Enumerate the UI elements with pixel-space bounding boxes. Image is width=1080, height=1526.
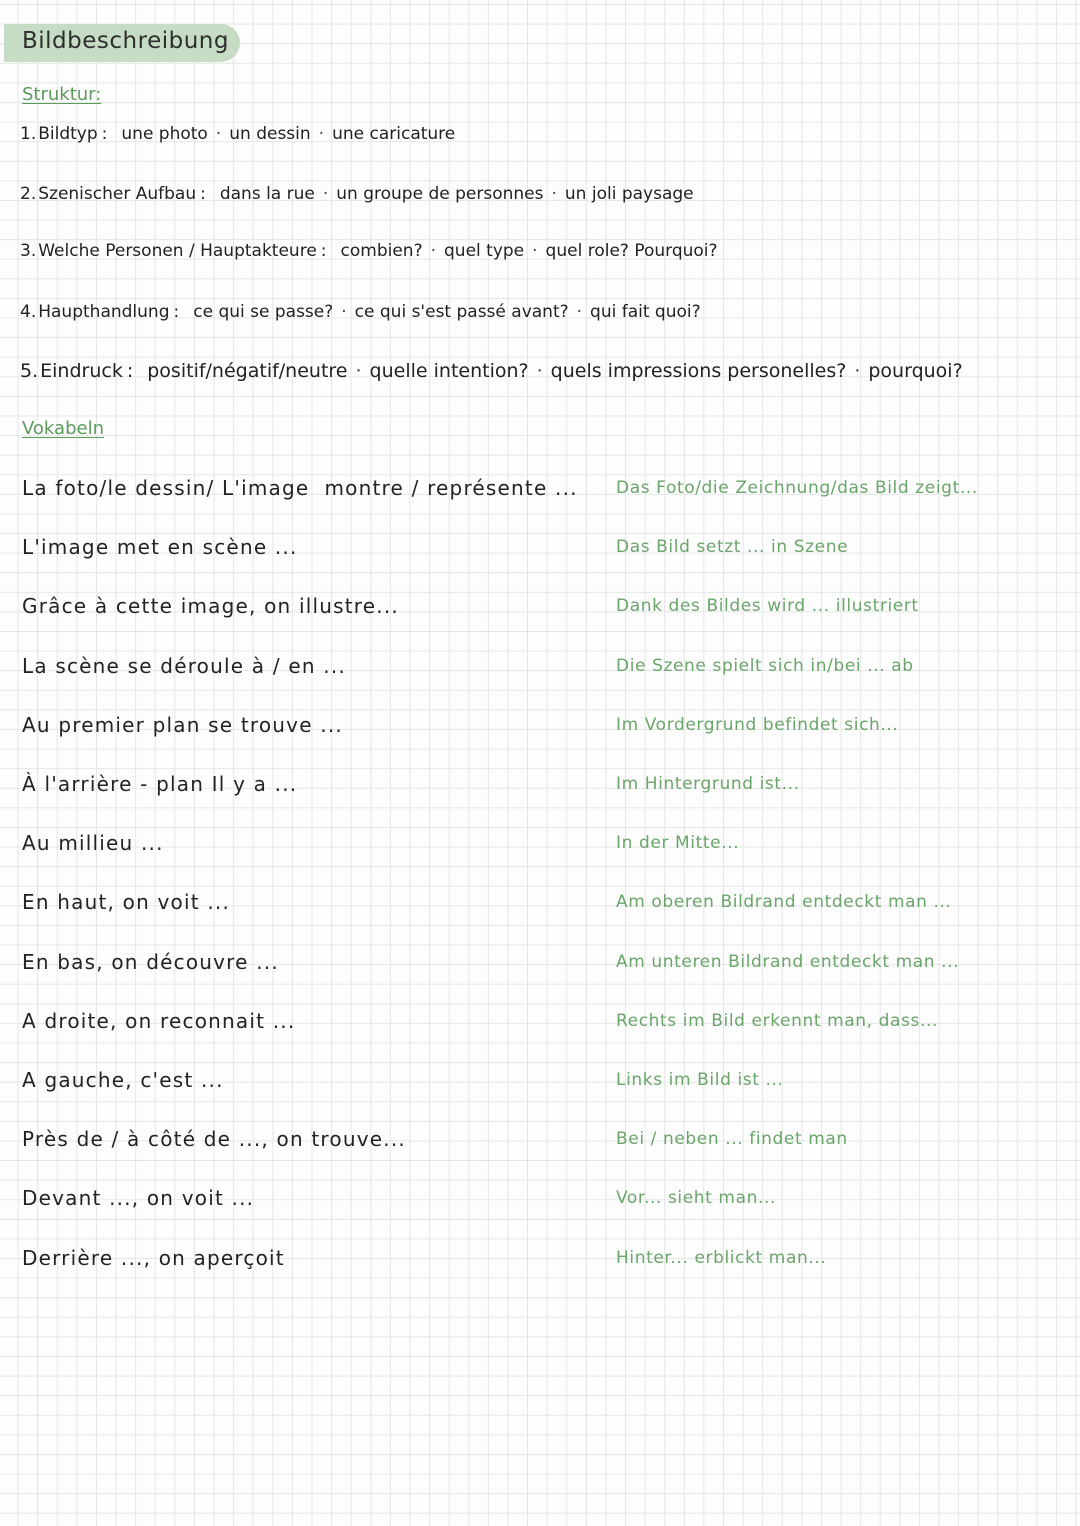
structure-item-label: Eindruck <box>40 360 123 382</box>
vocab-french: Grâce à cette image, on illustre... <box>22 594 399 619</box>
structure-option: pourquoi? <box>868 360 963 382</box>
bullet-separator: · <box>430 241 436 261</box>
vocab-french: Près de / à côté de ..., on trouve... <box>22 1127 406 1152</box>
structure-item-label: Haupthandlung <box>38 302 170 322</box>
vocab-french: L'image met en scène ... <box>22 535 298 560</box>
structure-item <box>20 124 459 144</box>
bullet-separator: · <box>341 302 347 322</box>
bullet-separator: · <box>318 124 325 144</box>
structure-item-number: 2. <box>20 184 37 204</box>
structure-option: quel role? Pourquoi? <box>545 241 718 261</box>
bullet-separator: · <box>551 184 557 204</box>
structure-item-number: 4. <box>20 302 37 322</box>
structure-option: qui fait quoi? <box>590 302 701 322</box>
bullet-separator: · <box>854 360 861 382</box>
structure-option: quel type <box>444 241 525 261</box>
structure-option: une caricature <box>332 124 456 144</box>
vocab-french: Derrière ..., on aperçoit <box>22 1245 285 1270</box>
vocab-german: Das Foto/die Zeichnung/das Bild zeigt... <box>616 478 978 498</box>
vocab-french: La scène se déroule à / en ... <box>22 653 346 678</box>
vocab-row <box>0 535 1080 569</box>
structure-item <box>20 241 722 261</box>
structure-item-number: 5. <box>20 360 39 382</box>
vocab-french: La foto/le dessin/ L'image montre / représente ... <box>22 476 578 500</box>
vocab-row <box>0 1068 1080 1102</box>
structure-item <box>20 184 698 204</box>
vocab-french: En bas, on découvre ... <box>22 949 279 974</box>
vocab-french: En haut, on voit ... <box>22 890 231 915</box>
vocab-row <box>0 654 1080 688</box>
vocab-french: A gauche, c'est ... <box>22 1068 224 1092</box>
vocab-french: A droite, on reconnait ... <box>22 1008 296 1033</box>
vocab-german: Links im Bild ist ... <box>616 1070 784 1090</box>
vocab-row <box>0 1186 1080 1220</box>
vocab-german: Dank des Bildes wird ... illustriert <box>616 596 919 617</box>
bullet-separator: · <box>532 241 538 261</box>
structure-option: ce qui se passe? <box>193 302 334 322</box>
vocab-german: Am unteren Bildrand entdeckt man ... <box>616 951 960 972</box>
structure-item <box>20 302 705 322</box>
vocab-german: Rechts im Bild erkennt man, dass... <box>616 1010 939 1031</box>
structure-option: une photo <box>121 124 208 144</box>
vocab-row <box>0 890 1080 924</box>
vocab-french: À l'arrière - plan Il y a ... <box>22 772 298 796</box>
vocab-french: Au premier plan se trouve ... <box>22 712 343 737</box>
structure-option: quelle intention? <box>369 360 529 382</box>
structure-item-colon: : <box>126 360 134 382</box>
vocab-german: Bei / neben ... findet man <box>616 1129 848 1150</box>
vocab-german: Am oberen Bildrand entdeckt man ... <box>616 892 952 913</box>
page-title: Bildbeschreibung <box>22 28 229 54</box>
structure-item-colon: : <box>173 302 180 322</box>
bullet-separator: · <box>536 360 543 382</box>
vocab-row <box>0 1009 1080 1043</box>
structure-item-number: 1. <box>20 124 37 144</box>
vocab-german: Die Szene spielt sich in/bei ... ab <box>616 655 914 676</box>
vocab-german: Das Bild setzt ... in Szene <box>616 537 849 558</box>
structure-item-colon: : <box>320 241 327 261</box>
structure-item-number: 3. <box>20 241 37 261</box>
vocab-french: Au millieu ... <box>22 831 164 856</box>
structure-item-colon: : <box>200 184 206 204</box>
vocab-german: Vor... sieht man... <box>616 1188 777 1209</box>
structure-heading: Struktur: <box>22 84 102 105</box>
vocab-heading: Vokabeln <box>22 418 104 439</box>
vocab-german: Hinter... erblickt man... <box>616 1247 827 1268</box>
bullet-separator: · <box>355 360 362 382</box>
vocab-row <box>0 772 1080 806</box>
bullet-separator: · <box>322 184 329 204</box>
structure-option: quels impressions personelles? <box>550 360 847 382</box>
structure-option: un groupe de personnes <box>336 184 544 204</box>
structure-option: un dessin <box>229 124 311 144</box>
structure-item-label: Bildtyp <box>38 124 98 144</box>
vocab-german: Im Hintergrund ist... <box>616 774 800 794</box>
vocab-german: In der Mitte... <box>616 833 740 854</box>
vocab-row <box>0 476 1080 510</box>
vocab-row <box>0 1246 1080 1280</box>
structure-option: dans la rue <box>219 184 315 204</box>
vocab-french: Devant ..., on voit ... <box>22 1186 255 1211</box>
structure-option: positif/négatif/neutre <box>147 360 348 382</box>
structure-option: ce qui s'est passé avant? <box>354 302 569 322</box>
bullet-separator: · <box>576 302 583 322</box>
vocab-row <box>0 831 1080 865</box>
vocab-row <box>0 1127 1080 1161</box>
structure-option: combien? <box>340 241 423 261</box>
structure-item-label: Szenischer Aufbau <box>38 184 197 204</box>
structure-item-colon: : <box>101 124 108 144</box>
bullet-separator: · <box>215 124 222 144</box>
structure-item-label: Welche Personen / Hauptakteure <box>38 241 317 261</box>
vocab-row <box>0 594 1080 628</box>
structure-item <box>20 360 967 382</box>
vocab-row <box>0 950 1080 984</box>
vocab-german: Im Vordergrund befindet sich... <box>616 714 899 735</box>
vocab-row <box>0 713 1080 747</box>
structure-option: un joli paysage <box>564 184 694 204</box>
